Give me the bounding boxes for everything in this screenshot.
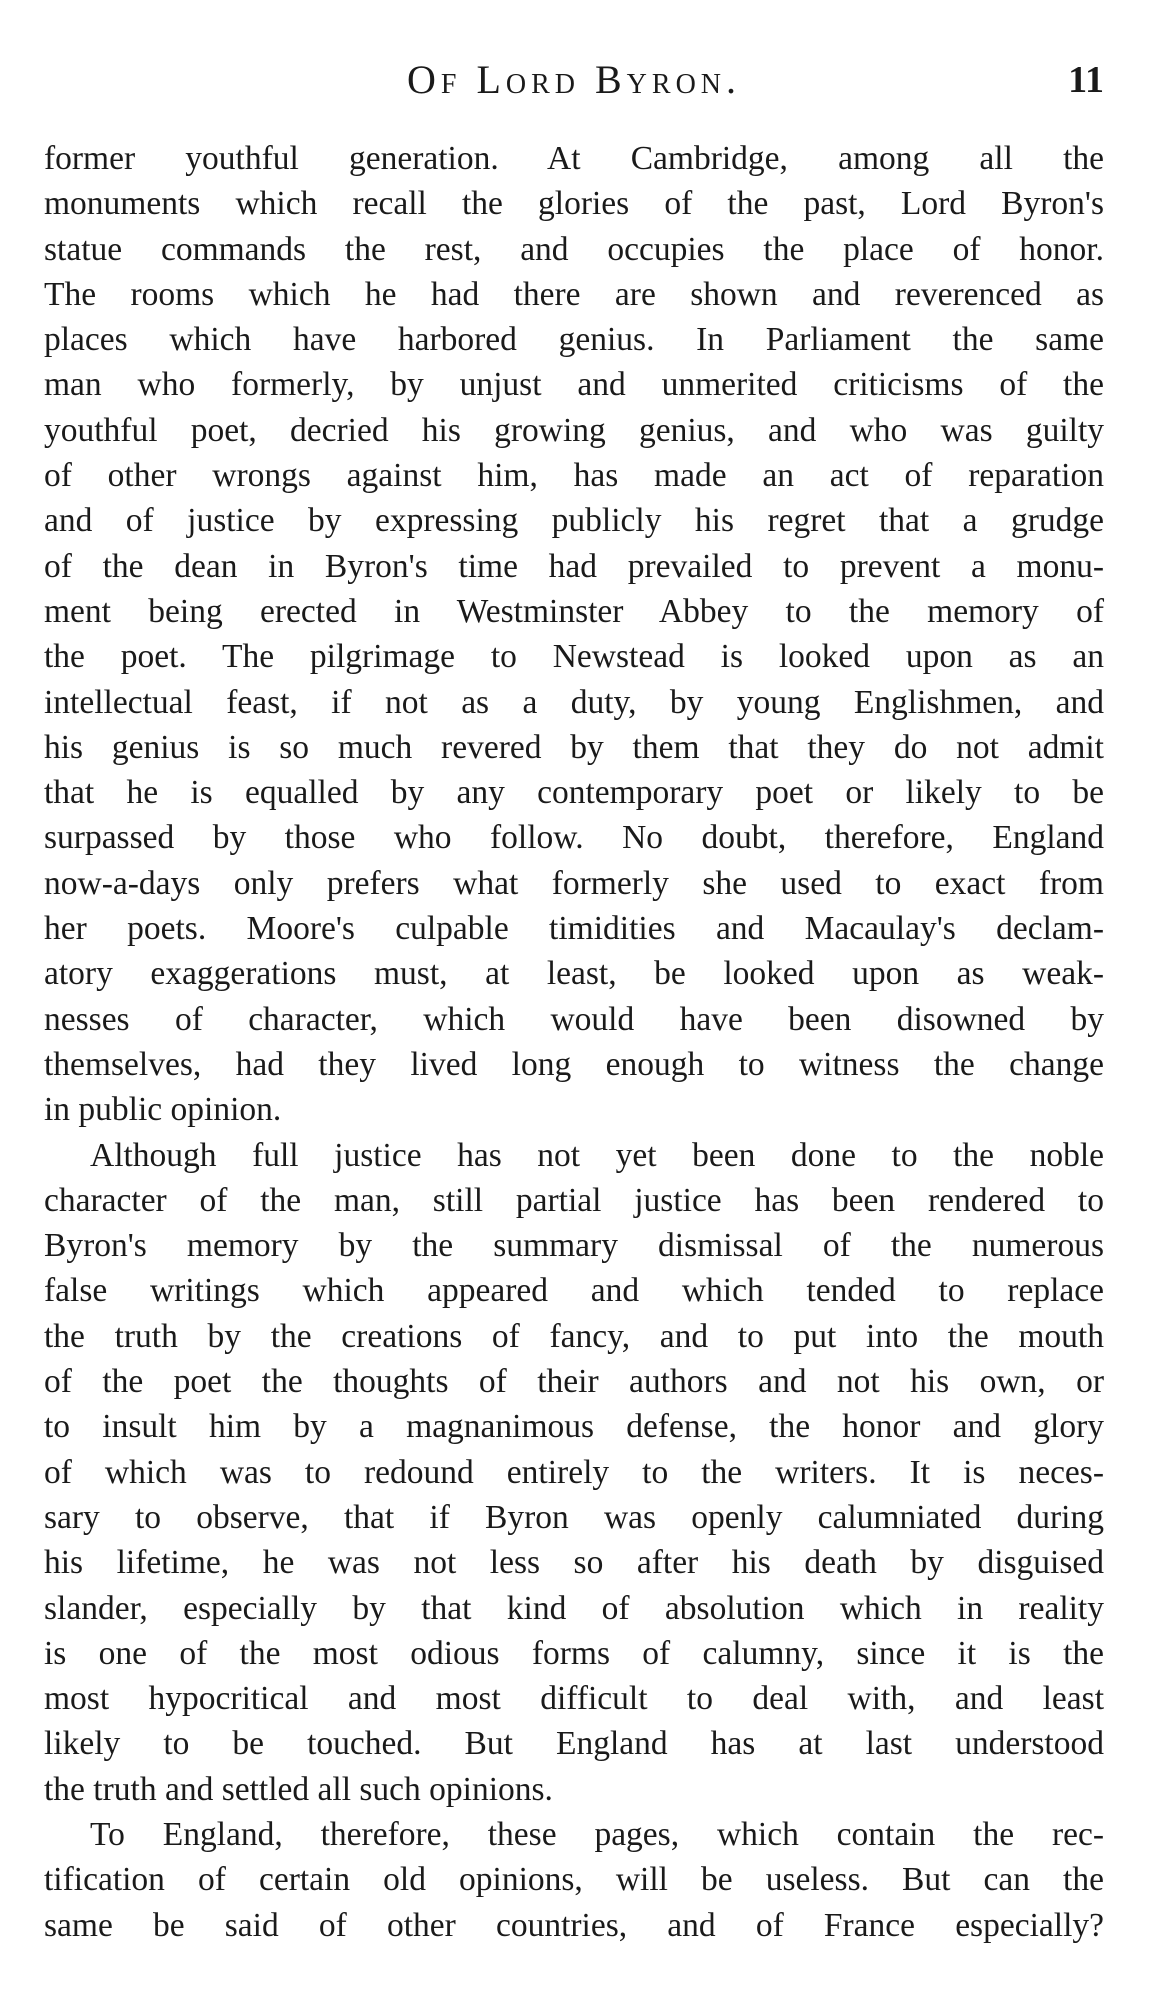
text-line: likely to be touched. But England has at last understood (44, 1725, 1104, 1763)
paragraph-3 (44, 1812, 1104, 1948)
text-line: is one of the most odious forms of calumny, since it is the (44, 1634, 1104, 1672)
text-line: to insult him by a magnanimous defense, the honor and glory (44, 1408, 1104, 1446)
text-line: former youthful generation. At Cambridge, among all the (44, 140, 1104, 177)
text-line: youthful poet, decried his growing genius, and who was guilty (44, 411, 1104, 449)
text-line: of the dean in Byron's time had prevailed to prevent a monu- (44, 547, 1104, 585)
text-line: ment being erected in Westminster Abbey to the memory of (44, 592, 1104, 630)
text-line: of other wrongs against him, has made an act of reparation (44, 457, 1104, 495)
book-page (44, 0, 1104, 2013)
text-line: in public opinion. (44, 1091, 282, 1129)
text-line: monuments which recall the glories of the past, Lord Byron's (44, 185, 1104, 223)
text-line: of the poet the thoughts of their authors and not his own, or (44, 1363, 1104, 1401)
text-line: her poets. Moore's culpable timidities and Macaulay's declam- (44, 910, 1104, 948)
body-text (44, 136, 1104, 1948)
page-number: 11 (1068, 59, 1104, 101)
text-line: his genius is so much revered by them that they do not admit (44, 728, 1104, 766)
text-line: intellectual feast, if not as a duty, by young Englishmen, and (44, 683, 1104, 721)
text-line: the truth and settled all such opinions. (44, 1770, 553, 1808)
text-line: The rooms which he had there are shown and reverenced as (44, 275, 1104, 313)
text-line: places which have harbored genius. In Parliament the same (44, 321, 1104, 359)
text-line: To England, therefore, these pages, which contain the rec- (90, 1815, 1104, 1853)
text-line: slander, especially by that kind of absolution which in reality (44, 1589, 1104, 1627)
paragraph-1 (44, 136, 1104, 1133)
text-line: that he is equalled by any contemporary poet or likely to be (44, 774, 1104, 812)
text-line: most hypocritical and most difficult to deal with, and least (44, 1680, 1104, 1718)
paragraph-2 (44, 1133, 1104, 1812)
text-line: atory exaggerations must, at least, be looked upon as weak- (44, 955, 1104, 993)
text-line: his lifetime, he was not less so after his death by disguised (44, 1544, 1104, 1582)
running-head (44, 50, 1104, 110)
running-title: Of Lord Byron. (406, 57, 742, 102)
text-line: the poet. The pilgrimage to Newstead is looked upon as an (44, 638, 1104, 676)
text-line: same be said of other countries, and of France especially? (44, 1906, 1104, 1944)
text-line: the truth by the creations of fancy, and to put into the mouth (44, 1317, 1104, 1355)
text-line: statue commands the rest, and occupies the place of honor. (44, 230, 1104, 268)
text-line: Although full justice has not yet been done to the noble (90, 1136, 1104, 1174)
text-line: Byron's memory by the summary dismissal of the numerous (44, 1227, 1104, 1265)
text-line: tification of certain old opinions, will be useless. But can the (44, 1861, 1104, 1899)
text-line: now-a-days only prefers what formerly she used to exact from (44, 864, 1104, 902)
text-line: and of justice by expressing publicly his regret that a grudge (44, 502, 1104, 540)
text-line: of which was to redound entirely to the writers. It is neces- (44, 1453, 1104, 1491)
text-line: themselves, had they lived long enough to witness the change (44, 1045, 1104, 1083)
text-line: false writings which appeared and which tended to replace (44, 1272, 1104, 1310)
text-line: sary to observe, that if Byron was openly calumniated during (44, 1498, 1104, 1536)
text-line: nesses of character, which would have been disowned by (44, 1000, 1104, 1038)
text-line: character of the man, still partial justice has been rendered to (44, 1181, 1104, 1219)
text-line: surpassed by those who follow. No doubt, therefore, England (44, 819, 1104, 857)
text-line: man who formerly, by unjust and unmerited criticisms of the (44, 366, 1104, 404)
